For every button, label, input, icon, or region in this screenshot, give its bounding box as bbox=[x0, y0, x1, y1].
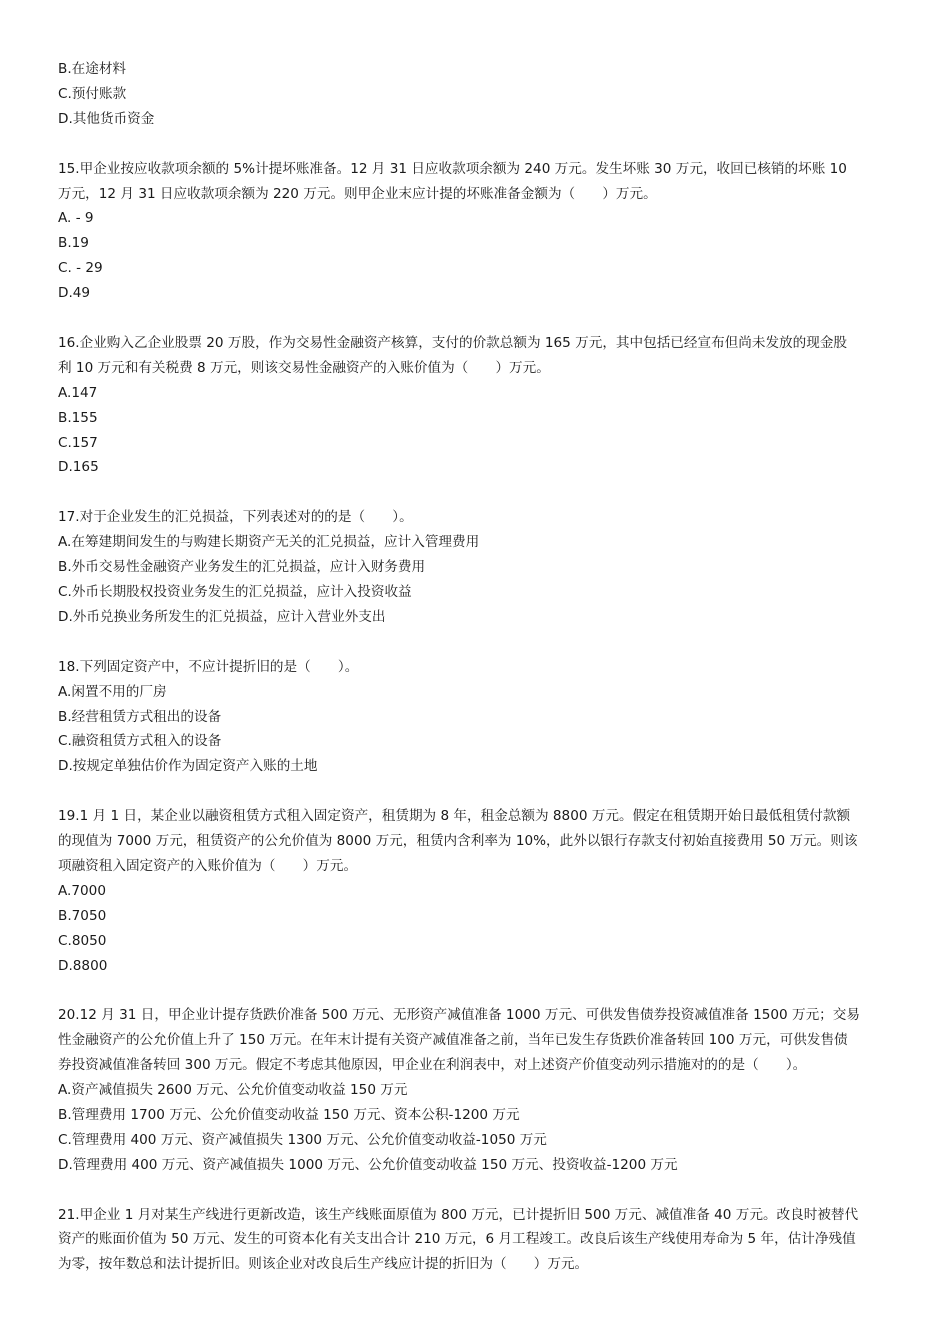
question-stem-line: 利 10 万元和有关税费 8 万元，则该交易性金融资产的入账价值为（ ）万元。 bbox=[58, 359, 550, 376]
question-stem-line: 万元，12 月 31 日应收款项余额为 220 万元。则甲企业末应计提的坏账准备金额为（ ）万元。 bbox=[58, 185, 657, 202]
option-a: A.147 bbox=[58, 384, 98, 401]
option-a: A. - 9 bbox=[58, 210, 94, 227]
question-16 bbox=[58, 331, 892, 480]
option-c: C.预付账款 bbox=[58, 85, 127, 102]
option-d: D.49 bbox=[58, 285, 91, 302]
question-17 bbox=[58, 505, 892, 630]
leading-options bbox=[58, 57, 892, 132]
option-b: B.经营租赁方式租出的设备 bbox=[58, 708, 222, 725]
option-b: B.在途材料 bbox=[58, 61, 127, 77]
question-stem-line: 券投资减值准备转回 300 万元。假定不考虑其他原因，甲企业在利润表中，对上述资产价值变动列示措施对的的是（ ）。 bbox=[58, 1057, 807, 1074]
option-a: A.在筹建期间发生的与购建长期资产无关的汇兑损益，应计入管理费用 bbox=[58, 534, 480, 551]
question-21 bbox=[58, 1203, 892, 1278]
option-b: B.外币交易性金融资产业务发生的汇兑损益，应计入财务费用 bbox=[58, 559, 426, 576]
option-a: A.闲置不用的厂房 bbox=[58, 683, 167, 700]
option-d: D.按规定单独估价作为固定资产入账的土地 bbox=[58, 758, 318, 775]
option-d: D.165 bbox=[58, 459, 99, 476]
question-stem-line: 20.12 月 31 日，甲企业计提存货跌价准备 500 万元、无形资产减值准备 1000 万元、可供发售债券投资减值准备 1500 万元；交易 bbox=[58, 1007, 860, 1024]
question-stem-line: 性金融资产的公允价值上升了 150 万元。在年末计提有关资产减值准备之前，当年已发生存货跌价准备转回 100 万元，可供发售债 bbox=[58, 1032, 848, 1049]
option-c: C.外币长期股权投资业务发生的汇兑损益，应计入投资收益 bbox=[58, 583, 412, 600]
question-19 bbox=[58, 804, 892, 978]
option-c: C.8050 bbox=[58, 932, 107, 949]
option-c: C.融资租赁方式租入的设备 bbox=[58, 733, 222, 750]
question-stem-line: 的现值为 7000 万元，租赁资产的公允价值为 8000 万元，租赁内含利率为 10%，此外以银行存款支付初始直接费用 50 万元。则该 bbox=[58, 833, 858, 850]
question-stem-line: 资产的账面价值为 50 万元、发生的可资本化有关支出合计 210 万元，6 月工程竣工。改良后该生产线使用寿命为 5 年，估计净残值 bbox=[58, 1231, 856, 1248]
option-a: A.7000 bbox=[58, 882, 106, 899]
question-stem-line: 16.企业购入乙企业股票 20 万股，作为交易性金融资产核算，支付的价款总额为 165 万元，其中包括已经宣布但尚未发放的现金股 bbox=[58, 334, 848, 351]
option-b: B.155 bbox=[58, 409, 98, 426]
option-d: D.外币兑换业务所发生的汇兑损益，应计入营业外支出 bbox=[58, 608, 386, 625]
option-b: B.7050 bbox=[58, 907, 107, 924]
option-c: C. - 29 bbox=[58, 260, 103, 277]
question-20 bbox=[58, 1003, 892, 1177]
option-d: D.管理费用 400 万元、资产减值损失 1000 万元、公允价值变动收益 150 万元、投资收益-1200 万元 bbox=[58, 1156, 678, 1173]
question-stem-line: 为零，按年数总和法计提折旧。则该企业对改良后生产线应计提的折旧为（ ）万元。 bbox=[58, 1256, 589, 1273]
question-15 bbox=[58, 157, 892, 306]
question-stem-line: 项融资租入固定资产的入账价值为（ ）万元。 bbox=[58, 857, 358, 874]
question-stem-line: 19.1 月 1 日，某企业以融资租赁方式租入固定资产，租赁期为 8 年，租金总额为 8800 万元。假定在租赁期开始日最低租赁付款额 bbox=[58, 808, 851, 825]
question-stem-line: 17.对于企业发生的汇兑损益，下列表述对的的是（ ）。 bbox=[58, 509, 413, 526]
option-a: A.资产减值损失 2600 万元、公允价值变动收益 150 万元 bbox=[58, 1082, 408, 1099]
option-c: C.157 bbox=[58, 434, 98, 451]
option-d: D.8800 bbox=[58, 957, 108, 974]
question-18 bbox=[58, 655, 892, 780]
question-stem-line: 18.下列固定资产中，不应计提折旧的是（ ）。 bbox=[58, 658, 359, 675]
option-b: B.管理费用 1700 万元、公允价值变动收益 150 万元、资本公积-1200 万元 bbox=[58, 1106, 520, 1123]
option-b: B.19 bbox=[58, 235, 89, 252]
option-d: D.其他货币资金 bbox=[58, 110, 155, 127]
option-c: C.管理费用 400 万元、资产减值损失 1300 万元、公允价值变动收益-1050 万元 bbox=[58, 1131, 547, 1148]
question-stem-line: 21.甲企业 1 月对某生产线进行更新改造，该生产线账面原值为 800 万元，已计提折旧 500 万元、减值准备 40 万元。改良时被替代 bbox=[58, 1206, 859, 1223]
question-stem-line: 15.甲企业按应收款项余额的 5%计提坏账准备。12 月 31 日应收款项余额为 240 万元。发生坏账 30 万元，收回已核销的坏账 10 bbox=[58, 160, 847, 177]
